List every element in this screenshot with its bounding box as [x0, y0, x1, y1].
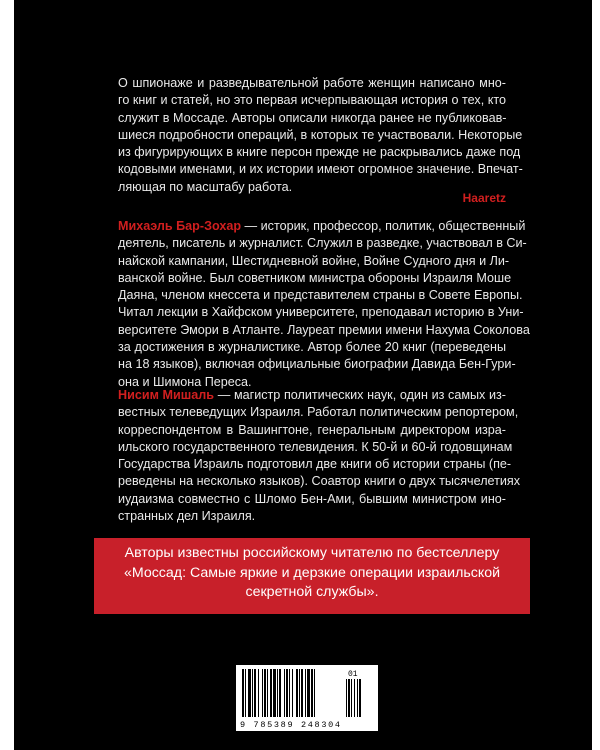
barcode-bar [286, 669, 288, 717]
barcode-bar [273, 669, 276, 717]
promo-line: «Моссад: Самые яркие и дерзкие операции израильской [123, 564, 501, 581]
bio-line: вестных телеведущих Израиля. Работал политическим репортером, [118, 405, 519, 420]
bio-first-line [118, 218, 526, 235]
bio-line: деятель, писатель и журналист. Служил в разведке, участвовал в Си- [118, 236, 527, 251]
review-line: ляющая по масштабу работа. [118, 179, 293, 194]
barcode-bar [359, 679, 361, 717]
barcode-bar [351, 679, 352, 717]
review-line: шиеся подробности операций, в которых те участвовали. Некоторые [118, 127, 523, 142]
barcode-bar [254, 669, 256, 717]
barcode-bar [267, 669, 268, 717]
barcode-bar [284, 669, 285, 717]
bio-line: верситете Эмори в Атланте. Лауреат премии имени Нахума Соколова [118, 322, 530, 337]
barcode-bars [242, 669, 361, 717]
bio-line: ильского государственного телевидения. К 50-й и 60-й годовщинам [118, 439, 513, 454]
author-bio-bar-zohar [118, 218, 530, 391]
barcode-bar [292, 669, 293, 717]
author-name: Михаэль Бар-Зохар [118, 219, 242, 233]
review-line: го книг и статей, но это первая исчерпывающая история о тех, кто [118, 93, 506, 108]
bio-line: Даяна, членом кнессета и представителем страны в Совете Европы. [118, 288, 523, 303]
promo-banner [94, 538, 530, 614]
barcode-bar [346, 679, 347, 717]
barcode-bar [314, 669, 315, 717]
bio-line: ванской войне. Был советником министра обороны Израиля Моше [118, 270, 512, 285]
barcode-bar [354, 679, 355, 717]
barcode-bar [248, 669, 251, 717]
barcode-graphic [236, 665, 378, 731]
review-paragraph [118, 75, 523, 196]
bio-line: Читал лекции в Хайфском университете, преподавал историю в Уни- [118, 305, 524, 320]
bio-first-line [118, 387, 506, 404]
barcode-bar [258, 669, 259, 717]
barcode-bar [264, 669, 266, 717]
barcode-bar [262, 669, 263, 717]
review-line: кодовыми именами, и их истории имеют огромное значение. Впечат- [118, 162, 523, 177]
barcode-number: 9 785389 248304 [240, 720, 340, 730]
promo-line: секретной службы». [245, 584, 379, 600]
barcode-bar [299, 669, 300, 717]
promo-text [94, 544, 530, 603]
barcode-bar [252, 669, 253, 717]
barcode-bar [305, 669, 306, 717]
barcode-bar [311, 669, 313, 717]
author-bio-mishal [118, 387, 521, 525]
barcode-bar [242, 669, 244, 717]
review-line: из фигурирующих в книге персон прежде не раскрывались даже под [118, 145, 521, 160]
back-cover [14, 0, 592, 750]
review-source: Haaretz [462, 191, 506, 205]
bio-line-rest: — магистр политических наук, один из самых из- [214, 388, 506, 402]
bio-line: корреспондентом в Вашингтоне, генеральным директором изра- [118, 422, 506, 437]
review-line: О шпионаже и разведывательной работе женщин написано мно- [118, 76, 506, 90]
barcode-bar [357, 679, 358, 717]
barcode-bar [307, 669, 310, 717]
bio-line: Государства Израиль подготовил две книги об истории страны (пе- [118, 457, 512, 472]
promo-line: Авторы известны российскому читателю по бестселлеру [124, 545, 500, 561]
review-line: служит в Моссаде. Авторы описали никогда ранее не публиковав- [118, 110, 507, 125]
barcode-bar [348, 679, 350, 717]
barcode-bar [301, 669, 303, 717]
author-name: Нисим Мишаль [118, 388, 215, 402]
bio-line: на 18 языков), включая официальные биографии Давида Бен-Гури- [118, 357, 516, 372]
barcode-addon: 01 [348, 670, 358, 679]
bio-line: реведены на несколько языков). Соавтор книги о двух тысячелетиях [118, 474, 521, 489]
barcode-bar [289, 669, 290, 717]
barcode-bar [245, 669, 246, 717]
bio-line: она и Шимона Переса. [118, 374, 252, 389]
barcode-bar [279, 669, 281, 717]
bio-line-rest: — историк, профессор, политик, общественный [241, 219, 526, 233]
bio-line: странных дел Израиля. [118, 509, 256, 524]
bio-line: иудаизма совместно с Шломо Бен-Ами, бывшим министром ино- [118, 491, 506, 506]
barcode-bar [277, 669, 278, 717]
bio-line: за достижения в журналистике. Автор более 20 книг (переведены [118, 340, 506, 355]
barcode-bar [270, 669, 272, 717]
isbn-barcode [236, 665, 378, 731]
barcode-bar [296, 669, 298, 717]
bio-line: найской кампании, Шестидневной войне, Войне Судного дня и Ли- [118, 253, 510, 268]
